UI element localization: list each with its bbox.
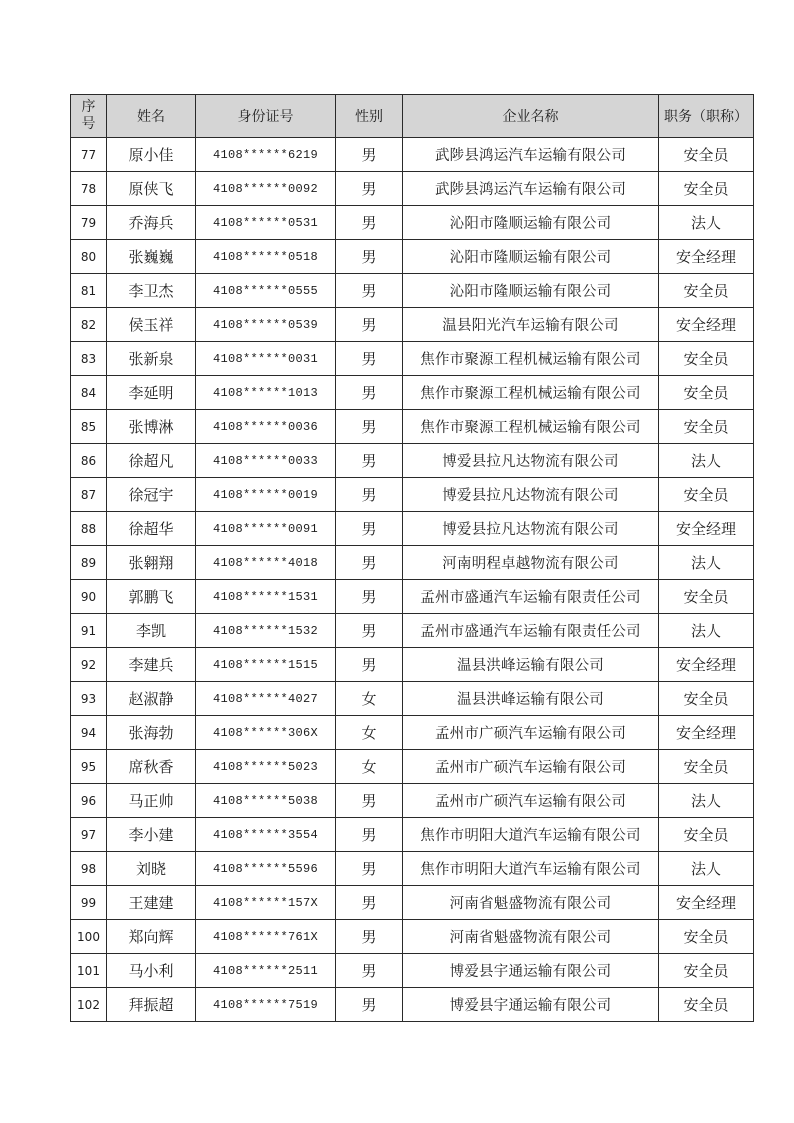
cell-company: 孟州市广硕汽车运输有限公司	[403, 750, 659, 784]
cell-id-number: 4108******0091	[196, 512, 336, 546]
cell-name: 李延明	[107, 376, 196, 410]
cell-seq: 96	[71, 784, 107, 818]
cell-company: 孟州市广硕汽车运输有限公司	[403, 784, 659, 818]
cell-name: 原小佳	[107, 138, 196, 172]
cell-company: 武陟县鸿运汽车运输有限公司	[403, 172, 659, 206]
cell-position: 安全员	[659, 682, 754, 716]
cell-name: 乔海兵	[107, 206, 196, 240]
cell-gender: 男	[336, 172, 403, 206]
cell-seq: 83	[71, 342, 107, 376]
cell-position: 安全员	[659, 138, 754, 172]
cell-id-number: 4108******4027	[196, 682, 336, 716]
cell-gender: 男	[336, 206, 403, 240]
cell-seq: 89	[71, 546, 107, 580]
table-row	[71, 988, 754, 1022]
cell-gender: 女	[336, 716, 403, 750]
cell-position: 安全员	[659, 410, 754, 444]
table-row	[71, 648, 754, 682]
cell-id-number: 4108******5023	[196, 750, 336, 784]
cell-position: 安全员	[659, 920, 754, 954]
cell-seq: 93	[71, 682, 107, 716]
cell-gender: 女	[336, 682, 403, 716]
table-row	[71, 546, 754, 580]
table-row	[71, 308, 754, 342]
cell-seq: 81	[71, 274, 107, 308]
cell-seq: 100	[71, 920, 107, 954]
cell-id-number: 4108******306X	[196, 716, 336, 750]
cell-company: 博爱县宇通运输有限公司	[403, 954, 659, 988]
cell-gender: 男	[336, 240, 403, 274]
cell-name: 徐超华	[107, 512, 196, 546]
cell-company: 沁阳市隆顺运输有限公司	[403, 240, 659, 274]
cell-gender: 男	[336, 342, 403, 376]
header-company: 企业名称	[403, 95, 659, 138]
table-row	[71, 784, 754, 818]
header-position: 职务（职称）	[659, 95, 754, 138]
cell-position: 安全员	[659, 750, 754, 784]
table-row	[71, 512, 754, 546]
header-name: 姓名	[107, 95, 196, 138]
cell-company: 博爱县拉凡达物流有限公司	[403, 512, 659, 546]
cell-company: 博爱县宇通运输有限公司	[403, 988, 659, 1022]
header-seq-line1: 序	[81, 99, 96, 115]
table-row	[71, 410, 754, 444]
table-row	[71, 886, 754, 920]
cell-position: 安全员	[659, 580, 754, 614]
cell-company: 温县洪峰运输有限公司	[403, 648, 659, 682]
table-body	[71, 138, 754, 1022]
cell-company: 河南省魁盛物流有限公司	[403, 886, 659, 920]
cell-id-number: 4108******0555	[196, 274, 336, 308]
table-header-row	[71, 95, 754, 138]
cell-id-number: 4108******157X	[196, 886, 336, 920]
cell-position: 法人	[659, 852, 754, 886]
cell-company: 沁阳市隆顺运输有限公司	[403, 206, 659, 240]
cell-name: 徐冠宇	[107, 478, 196, 512]
cell-seq: 80	[71, 240, 107, 274]
cell-gender: 男	[336, 478, 403, 512]
cell-seq: 88	[71, 512, 107, 546]
cell-seq: 84	[71, 376, 107, 410]
cell-id-number: 4108******761X	[196, 920, 336, 954]
cell-id-number: 4108******2511	[196, 954, 336, 988]
header-seq-line2: 号	[81, 116, 96, 132]
cell-position: 安全经理	[659, 240, 754, 274]
table-row	[71, 580, 754, 614]
cell-name: 张翱翔	[107, 546, 196, 580]
cell-gender: 男	[336, 274, 403, 308]
cell-name: 张博淋	[107, 410, 196, 444]
cell-seq: 79	[71, 206, 107, 240]
cell-position: 法人	[659, 784, 754, 818]
table-row	[71, 920, 754, 954]
cell-seq: 101	[71, 954, 107, 988]
cell-id-number: 4108******0531	[196, 206, 336, 240]
cell-gender: 女	[336, 750, 403, 784]
cell-id-number: 4108******1532	[196, 614, 336, 648]
cell-seq: 85	[71, 410, 107, 444]
cell-company: 孟州市广硕汽车运输有限公司	[403, 716, 659, 750]
cell-seq: 90	[71, 580, 107, 614]
cell-position: 安全经理	[659, 308, 754, 342]
cell-name: 王建建	[107, 886, 196, 920]
table-row	[71, 376, 754, 410]
cell-id-number: 4108******0033	[196, 444, 336, 478]
cell-company: 焦作市聚源工程机械运输有限公司	[403, 342, 659, 376]
cell-seq: 86	[71, 444, 107, 478]
cell-gender: 男	[336, 954, 403, 988]
cell-position: 安全员	[659, 274, 754, 308]
cell-seq: 99	[71, 886, 107, 920]
cell-id-number: 4108******5038	[196, 784, 336, 818]
cell-name: 郭鹏飞	[107, 580, 196, 614]
cell-name: 张巍巍	[107, 240, 196, 274]
cell-name: 马小利	[107, 954, 196, 988]
table-row	[71, 716, 754, 750]
table-row	[71, 444, 754, 478]
header-seq	[71, 95, 107, 138]
cell-name: 马正帅	[107, 784, 196, 818]
cell-company: 沁阳市隆顺运输有限公司	[403, 274, 659, 308]
cell-gender: 男	[336, 614, 403, 648]
cell-seq: 77	[71, 138, 107, 172]
cell-id-number: 4108******0019	[196, 478, 336, 512]
cell-id-number: 4108******7519	[196, 988, 336, 1022]
header-gender: 性别	[336, 95, 403, 138]
cell-seq: 87	[71, 478, 107, 512]
cell-position: 法人	[659, 614, 754, 648]
cell-company: 焦作市明阳大道汽车运输有限公司	[403, 852, 659, 886]
cell-seq: 94	[71, 716, 107, 750]
cell-id-number: 4108******5596	[196, 852, 336, 886]
table-row	[71, 818, 754, 852]
cell-name: 刘晓	[107, 852, 196, 886]
cell-id-number: 4108******0036	[196, 410, 336, 444]
cell-position: 安全经理	[659, 648, 754, 682]
cell-position: 安全员	[659, 376, 754, 410]
cell-gender: 男	[336, 138, 403, 172]
cell-gender: 男	[336, 988, 403, 1022]
cell-name: 席秋香	[107, 750, 196, 784]
table-row	[71, 478, 754, 512]
cell-seq: 95	[71, 750, 107, 784]
cell-company: 焦作市聚源工程机械运输有限公司	[403, 410, 659, 444]
header-id-number: 身份证号	[196, 95, 336, 138]
cell-name: 徐超凡	[107, 444, 196, 478]
cell-position: 安全员	[659, 954, 754, 988]
cell-gender: 男	[336, 580, 403, 614]
cell-company: 孟州市盛通汽车运输有限责任公司	[403, 614, 659, 648]
cell-gender: 男	[336, 444, 403, 478]
cell-gender: 男	[336, 920, 403, 954]
cell-gender: 男	[336, 818, 403, 852]
cell-position: 安全经理	[659, 886, 754, 920]
cell-position: 法人	[659, 546, 754, 580]
cell-id-number: 4108******3554	[196, 818, 336, 852]
table-row	[71, 852, 754, 886]
personnel-table-container	[70, 94, 754, 1022]
cell-company: 博爱县拉凡达物流有限公司	[403, 478, 659, 512]
cell-seq: 102	[71, 988, 107, 1022]
cell-seq: 97	[71, 818, 107, 852]
table-row	[71, 954, 754, 988]
cell-gender: 男	[336, 410, 403, 444]
cell-company: 温县阳光汽车运输有限公司	[403, 308, 659, 342]
cell-name: 李建兵	[107, 648, 196, 682]
cell-company: 焦作市明阳大道汽车运输有限公司	[403, 818, 659, 852]
cell-name: 侯玉祥	[107, 308, 196, 342]
cell-seq: 78	[71, 172, 107, 206]
table-row	[71, 206, 754, 240]
cell-name: 李凯	[107, 614, 196, 648]
cell-id-number: 4108******0518	[196, 240, 336, 274]
cell-name: 拜振超	[107, 988, 196, 1022]
cell-seq: 91	[71, 614, 107, 648]
cell-company: 焦作市聚源工程机械运输有限公司	[403, 376, 659, 410]
cell-position: 安全经理	[659, 512, 754, 546]
cell-position: 安全员	[659, 342, 754, 376]
cell-company: 博爱县拉凡达物流有限公司	[403, 444, 659, 478]
cell-gender: 男	[336, 784, 403, 818]
cell-position: 安全员	[659, 988, 754, 1022]
cell-name: 李小建	[107, 818, 196, 852]
cell-seq: 82	[71, 308, 107, 342]
cell-company: 温县洪峰运输有限公司	[403, 682, 659, 716]
cell-name: 张新泉	[107, 342, 196, 376]
cell-position: 安全员	[659, 818, 754, 852]
cell-gender: 男	[336, 648, 403, 682]
cell-id-number: 4108******0092	[196, 172, 336, 206]
table-row	[71, 682, 754, 716]
cell-position: 法人	[659, 444, 754, 478]
cell-company: 河南明程卓越物流有限公司	[403, 546, 659, 580]
table-row	[71, 240, 754, 274]
cell-company: 武陟县鸿运汽车运输有限公司	[403, 138, 659, 172]
personnel-table	[70, 94, 754, 1022]
cell-id-number: 4108******1531	[196, 580, 336, 614]
cell-position: 安全经理	[659, 716, 754, 750]
cell-gender: 男	[336, 886, 403, 920]
cell-id-number: 4108******4018	[196, 546, 336, 580]
cell-id-number: 4108******0031	[196, 342, 336, 376]
cell-id-number: 4108******0539	[196, 308, 336, 342]
cell-gender: 男	[336, 376, 403, 410]
table-row	[71, 274, 754, 308]
cell-gender: 男	[336, 852, 403, 886]
table-row	[71, 172, 754, 206]
table-row	[71, 750, 754, 784]
cell-gender: 男	[336, 512, 403, 546]
cell-position: 法人	[659, 206, 754, 240]
cell-name: 李卫杰	[107, 274, 196, 308]
cell-id-number: 4108******1013	[196, 376, 336, 410]
table-row	[71, 138, 754, 172]
cell-name: 赵淑静	[107, 682, 196, 716]
cell-name: 张海勃	[107, 716, 196, 750]
cell-name: 郑向辉	[107, 920, 196, 954]
cell-company: 河南省魁盛物流有限公司	[403, 920, 659, 954]
cell-seq: 92	[71, 648, 107, 682]
cell-id-number: 4108******6219	[196, 138, 336, 172]
cell-gender: 男	[336, 546, 403, 580]
cell-name: 原侠飞	[107, 172, 196, 206]
table-row	[71, 342, 754, 376]
cell-company: 孟州市盛通汽车运输有限责任公司	[403, 580, 659, 614]
cell-position: 安全员	[659, 172, 754, 206]
table-row	[71, 614, 754, 648]
cell-seq: 98	[71, 852, 107, 886]
cell-id-number: 4108******1515	[196, 648, 336, 682]
cell-gender: 男	[336, 308, 403, 342]
cell-position: 安全员	[659, 478, 754, 512]
